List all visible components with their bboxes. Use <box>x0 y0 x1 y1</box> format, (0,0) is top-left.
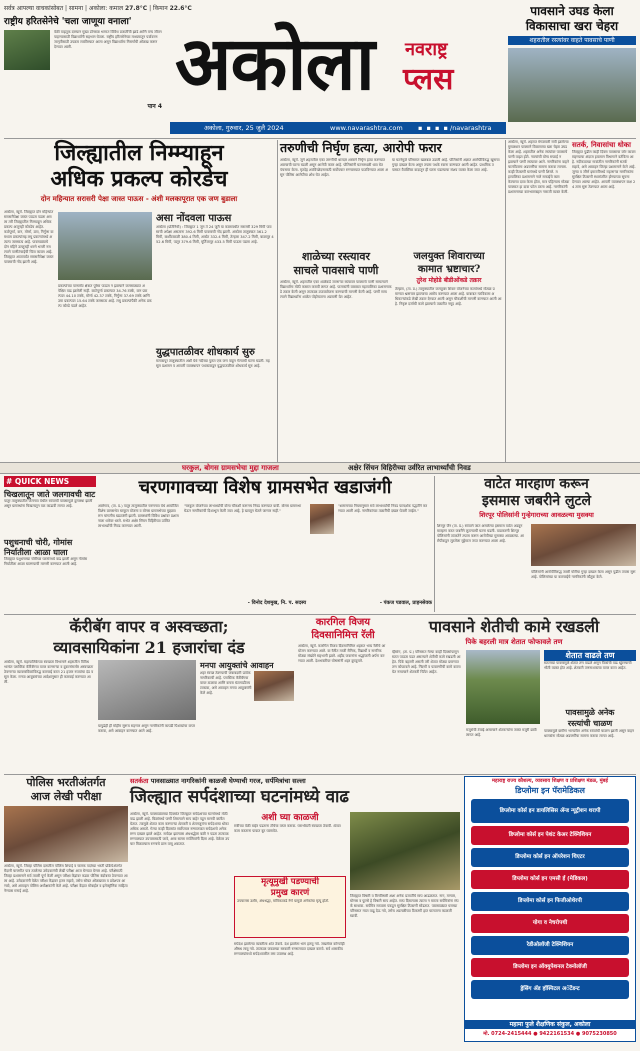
section-divider-3 <box>4 774 636 775</box>
snake-cause-title-2: प्रमुख कारणं <box>270 888 310 898</box>
snake-care-title: अशी घ्या काळजी <box>261 813 319 823</box>
right-teaser[interactable] <box>508 4 636 122</box>
snake-cause-title-1: मृत्यूमुखी पडण्याची <box>261 877 319 887</box>
gram-quote-2-author: - पंकज पडवाल, प्राहनसेवक <box>379 600 432 606</box>
strip-text-2: अक्षेर सिंचन विहिरीच्या उर्वरित लाभार्थ्यांची निवड <box>348 464 471 472</box>
commissioner-photo <box>254 671 294 701</box>
flood-box-body: जिल्ह्यात पुढील काही दिवस पावसाचा जोर कायम राहण्याचा अंदाज हवामान विभागाने वर्तविला आहे. नदीकाठच्या गावांतील नागरिकांनी सतर्क राहावे, असे आवाहन जिल्हा प्रशासनाने केले आहे. जुन्या व जीर्ण इमारतींमध्ये राहणाऱ्या नागरिकांना सुरक्षित ठिकाणी स्थलांतरित होण्याच्या सूचना देण्यात आल्या आहेत. आपत्ती व्यवस्थापन कक्ष 24 तास सुरू ठेवण्यात आला आहे. <box>572 150 636 189</box>
loot-body-col2: पोलिसांनी आरोपीविरुद्ध जबरी चोरीचा गुन्हा दाखल केला असून पुढील तपास सुरू आहे. पोलिसांच्या या कारवाईचे नागरिकांनी कौतुक केले. <box>531 570 636 579</box>
crime-body-col2: या घटनेमुळे परिसरात खळबळ उडाली आहे. पोलिसांनी अज्ञात आरोपीविरुद्ध खुनाचा गुन्हा दाखल केला असून तपास पथके रवाना करण्यात आली आहेत. प्राथमिक तपासात वैयक्तिक वादातून ही घटना घडल्याचा संशय व्यक्त केला जात आहे. <box>392 158 500 172</box>
water-body: तेल्हारा, (ता. प्र.) तालुक्यातील जलयुक्त शिवार योजनेच्या कामांमध्ये मोठ्या प्रमाणात भ्रष्टाचार झाल्याचा आरोप करण्यात आला आहे. याबाबत गटविकास अधिकाऱ्यांकडे लेखी तक्रार देण्यात आली असून चौकशीची मागणी करण्यात आली आहे. निकृष्ट दर्जाची कामे झाल्याचे तक्रारीत नमूद आहे. <box>395 287 502 306</box>
masthead-subtitle-bottom: प्लस <box>403 62 454 97</box>
flood-box <box>572 140 636 462</box>
gram-headline: चरणगावच्या विशेष ग्रामसभेत खडाजंगी <box>138 477 392 498</box>
top-bar-text: सर्वत्र आपल्या वाचकांसोबत | सामना | अकोला: कमाल <box>4 5 124 12</box>
gram-quote-1-text: "घरकुल योजनेच्या लाभार्थ्यांची योग्य चौकशी करूनच निवड करण्यात यावी. बोगस ग्रामसभा घेऊन नागरिकांची दिशाभूल केली जात आहे, हे खपवून घेतले जाणार नाही." <box>184 504 302 513</box>
instagram-icon[interactable]: ▪ <box>434 124 441 132</box>
lead-story[interactable] <box>4 140 274 462</box>
exam-headline-1: पोलिस भरतीअंतर्गत <box>26 776 106 789</box>
quick-news-body-1: पातूर तालुक्यातील जलगाव येथील रस्त्याची पावसामुळे दुरवस्था झाली असून ग्रामस्थांना चिखलातून वाट काढावी लागत आहे. <box>4 499 93 508</box>
exam-body: अकोला, ब्यूरो. जिल्हा पोलिस दलातील पोलिस शिपाई व चालक पदांच्या भरती प्रक्रियेअंतर्गत मैदानी चाचणीत पात्र ठरलेल्या उमेदवारांची लेखी परीक्षा आज घेण्यात येणार आहे. परीक्षेसाठी जिल्हा प्रशासनाने सर्व तयारी पूर्ण केली असून परीक्षा केंद्रांवर कडक पोलिस बंदोबस्त ठेवण्यात आला आहे. उमेदवारांनी वेळेत परीक्षा केंद्रावर हजर राहावे, तसेच सोबत ओळखपत्र व प्रवेशपत्र आणावे, असे आवाहन पोलिस अधीक्षकांनी केले आहे. परीक्षा केंद्रात मोबाईल व इलेक्ट्रॉनिक साहित्य नेण्यास मनाई आहे. <box>4 864 128 893</box>
lead-headline-1: जिल्ह्यातील निम्म्याहून <box>54 140 224 166</box>
ad-head-2: डिप्लोमा इन पॅरामेडिकल <box>515 786 585 795</box>
exam-headline-2: आज लेखी परीक्षा <box>30 790 102 803</box>
quick-news-body-2: जिल्ह्यात पशुधनाच्या चोरीच्या घटनांमध्ये वाढ झाली असून गोमांस निर्यातीला आळा घालण्याची मागणी करण्यात आली आहे. <box>4 557 88 566</box>
ad-course-item: डिप्लोमा कोर्स इन डायलिसिस ॲन्ड न्यूट्रीशन थरापी <box>471 799 629 823</box>
ad-course-item: योगा व नेचरोपथी <box>471 914 629 933</box>
dateline-bar <box>170 122 506 134</box>
loot-headline-1: वाटेत मारहाण करून <box>484 476 589 492</box>
ad-head-1: महाराष्ट्र राज्य कौशल्य, व्यवसाय शिक्षण व प्रशिक्षण मंडळ, मुंबई <box>492 778 608 784</box>
snake-body-col2: सर्पदंश झालेल्या व्यक्तीला शांत ठेवावे. दंश झालेला भाग हलवू नये. जखमेवर कोणतेही औषध लावू नये. तात्काळ जवळच्या सरकारी रुग्णालयात दाखल करावे. सर्व शासकीय रुग्णालयांमध्ये सर्पदंशावरील लस उपलब्ध आहे. <box>234 942 345 956</box>
rain-box-body: अकोला (प्रतिनिधी) : जिल्ह्यात 1 जून ते 24 जुलै या कालावधीत सरासरी 329 मिमी पावसाची अपेक्षा असताना 392.6 मिमी पावसाची नोंद झाली. अकोला तालुक्यात 361.2 मिमी, बार्शीटाकळी 380.4 मिमी, अकोट 332.4 मिमी, तेल्हारा 347.2 मिमी, बाळापूर 452.6 मिमी, पातूर 379.6 मिमी, मूर्तिजापूर 433.5 मिमी पाऊस पडला आहे. <box>156 225 274 244</box>
right-teaser-headline-1: पावसाने उघड केला <box>530 4 614 18</box>
ad-course-item: डिप्लोमा कोर्स इन ऑपरेशन थिएटर <box>471 848 629 867</box>
lead-headline-2: अधिक प्रकल्प कोरडेच <box>50 166 228 192</box>
lead-body-col2: प्रकल्पांच्या पाणलोट क्षेत्रात पुरेसा पाऊस न झाल्याने जलसाठ्यात अपेक्षित वाढ झालेली नाही. काटेपूर्णा प्रकल्पात 34.76 टक्के, वान प्रकल्पात 44.10 टक्के, मोर्णा 42.37 टक्के, निर्गुणा 37.69 टक्के आणि उमा प्रकल्पात 15.64 टक्के जलसाठा आहे. लघु प्रकल्पांपैकी अनेक प्रकल्प कोरडे पडले आहेत. <box>58 284 152 308</box>
ad-course-item: डिप्लोमा कोर्स इन फिजीओथेरपी <box>471 892 629 911</box>
loot-headline-2: इसमास जबरीने लुटले <box>481 493 592 509</box>
masthead <box>175 18 495 118</box>
kargil-story[interactable] <box>298 616 388 772</box>
exam-photo <box>4 806 128 862</box>
snake-care-body: रात्रीच्या वेळी बाहेर पडताना टॉर्चचा वापर करावा. घराभोवती स्वच्छता ठेवावी. शेतात काम करताना पायात बूट घालावेत. <box>234 824 341 833</box>
farm-side2-title-2: रस्त्यांची चाळण <box>567 718 613 728</box>
ad-course-item: ड्रेसिंग ॲड हॉस्पिटल अॅटेंडन्ट <box>471 980 629 999</box>
farm-side2-title-1: पावसामुळे अनेक <box>565 707 615 717</box>
search-box-title: युद्धपातळीवर शोधकार्य सुरु <box>156 347 255 358</box>
column-divider-right <box>505 140 506 462</box>
temp-min: 22.6°C <box>169 5 192 12</box>
ad-course-item: डिप्लोमा कोर्स इन एमसी ई (मेडिकल) <box>471 870 629 889</box>
carrybag-body-col2: यापुढेही ही मोहीम सुरूच राहणार असून नागरिकांनी कापडी पिशव्यांचा वापर करावा, असे आवाहन करण्यात आले आहे. <box>98 724 195 733</box>
quick-news-label <box>4 476 96 487</box>
gram-photo-1 <box>310 504 334 534</box>
farm-body-col2: मजुरांची टंचाई असल्याने शेतकऱ्यांना जास्त मजुरी द्यावी लागत आहे. <box>466 728 537 737</box>
snake-cause-box <box>234 876 346 938</box>
search-box-body: मलकापूर तालुक्यातील अंशी येथे नदीच्या पुरात एक जण वाहून गेल्याची घटना घडली. महसूल प्रशासन व आपत्ती व्यवस्थापन पथकाकडून युद्धपातळीवर शोधकार्य सुरु आहे. <box>156 359 270 368</box>
rain-box <box>156 212 274 342</box>
gram-quote-1 <box>184 504 306 612</box>
farm-headline: पावसाने शेतीची कामे रखडली <box>428 617 600 636</box>
left-teaser-body: वेळी वाहतूक दरम्यान मुख्य डोंगराळ भागात विविध प्रजातींची झाडे आणि वन्य जीवन पाहण्यासाठी विद्यार्थ्यांनी सहभाग घेतला. राष्ट्रीय हरितसेनेच्या माध्यमातून पर्यावरण जागृतीसाठी उपक्रम राबविण्यात आला असून विद्यार्थ्यांना निसर्गाची ओळख करून देण्यात आली. <box>54 30 162 49</box>
left-teaser-page: पान 4 <box>147 103 162 110</box>
snake-tag-row <box>130 776 460 786</box>
quick-news-item-2[interactable]: पशुधनाची चोरी, गोमांस निर्यातीला आळा घाला <box>4 537 73 557</box>
school-headline-2: साचले पावसाचे पाणी <box>293 264 379 277</box>
right-teaser-photo <box>508 48 636 122</box>
farm-side-title: शेतात वाढले तण <box>544 650 636 661</box>
farm-body-col1: म्हैसांग, (ता. प्र.) परिसरात गेल्या काही दिवसांपासून सतत पाऊस पडत असल्याने शेतीची कामे रखडली आहेत. पिके बहरली असली तरी शेतात मोठ्या प्रमाणात तण फोफावले आहे. निंदणी व फवारणीची कामे करता येत नसल्याने शेतकरी चिंतेत आहेत. <box>392 650 461 674</box>
section-divider-2 <box>4 614 636 615</box>
carrybag-body-col1: अकोला, ब्यूरो. महापालिकेच्या स्वच्छता विभागाने शहरातील विविध भागांत प्लास्टिक कॅरीबॅगचा वापर करणाऱ्या व दुकानांसमोर अस्वच्छता ठेवणाऱ्या व्यावसायिकांविरुद्ध कारवाई करत 21 हजार रुपयांचा दंड वसूल केला. मनपा आयुक्तांच्या आदेशानुसार ही कारवाई करण्यात आली. <box>4 660 94 684</box>
carrybag-box-body: शहर स्वच्छ ठेवण्याची जबाबदारी प्रत्येक नागरिकाची आहे. प्लास्टिक कॅरीबॅगचा वापर टाळावा आणि कचरा घंटागाडीतच टाकावा, असे आवाहन मनपा आयुक्तांनी केले आहे. <box>200 671 252 695</box>
hash-icon: # <box>6 477 13 486</box>
left-teaser-headline: राष्ट्रीय हरितसेनेचे 'चला जाणूया वनाला' <box>4 17 132 27</box>
kargil-headline-1: कारगिल विजय <box>315 617 371 628</box>
ad-course-item: डिप्लोमा इन ऑक्युपेशनल टेक्नोलॉजी <box>471 958 629 977</box>
ad-footer: महामा फुले शैक्षणिक संकुल, अकोला <box>465 1020 635 1029</box>
youtube-icon[interactable]: ▪ <box>443 124 449 132</box>
masthead-subtitle-top: नवराष्ट्र <box>405 39 448 60</box>
twitter-icon[interactable]: ▪ <box>418 124 424 132</box>
snake-care-box <box>234 812 346 872</box>
exam-story[interactable] <box>4 776 128 1042</box>
snake-story[interactable] <box>130 776 460 1042</box>
temp-max: 27.8°C <box>124 5 148 12</box>
gram-quote-2-text: "शासनाच्या नियमानुसार सर्व लाभार्थ्यांची निवड पारदर्शक पद्धतीने करण्यात आली आहे. नागरिकांच्या तक्रारींची दखल घेतली जाईल." <box>338 504 428 513</box>
quick-news[interactable] <box>4 476 96 612</box>
facebook-icon[interactable]: ▪ <box>426 124 432 132</box>
right-teaser-subhead: शहरातील रस्त्यांवर वाहते पावसाचे पाणी <box>508 36 636 45</box>
kargil-body: अकोला, ब्यूरो. कारगिल विजय दिवसानिमित्त शहरात भव्य रॅलीचे आयोजन करण्यात आले. या रॅलीत माजी सैनिक, विद्यार्थी व नागरिक मोठ्या संख्येने सहभागी झाले. शहीद जवानांना श्रद्धांजली अर्पण करण्यात आली. देशभक्तीपर घोषणांनी शहर दुमदुमले. <box>298 644 386 663</box>
gram-story[interactable] <box>98 476 432 612</box>
farm-photo <box>466 650 540 724</box>
school-story[interactable] <box>280 250 392 420</box>
water-headline-2: कामात भ्रष्टाचार? <box>417 264 481 275</box>
top-info-bar <box>4 4 264 14</box>
rain-box-title: असा नोंदवला पाऊस <box>156 213 232 224</box>
water-story[interactable] <box>395 250 503 420</box>
loot-story[interactable] <box>437 476 636 612</box>
farm-side-body: सततच्या पावसामुळे शेतात तण वाढले असून पिकांची वाढ खुंटण्याची भीती व्यक्त होत आहे. शेतकरी तणनाशकाचा वापर करत आहेत. <box>544 661 632 670</box>
ad-course-item: रेडीओलॉजी टेक्निशियन <box>471 936 629 955</box>
right-teaser-headline-2: विकासाचा खरा चेहरा <box>525 19 619 33</box>
water-subhead: तुरेश मोहोडे बीडीओंकडे तक्रार <box>416 277 482 284</box>
social-handle[interactable]: /navarashtra <box>450 124 492 132</box>
carrybag-headline-2: व्यावसायिकांना 21 हजारांचा दंड <box>53 638 245 657</box>
temp-sep: | किमान <box>149 5 168 12</box>
kargil-headline-2: दिवसानिमित्त रॅली <box>311 630 375 641</box>
social-icons[interactable] <box>418 122 449 134</box>
farm-subhead: पिके बहरली मात्र शेतात फोफावले तण <box>465 638 563 646</box>
gram-body-col1: आलेगाव, (ता. प्र.) पातूर तालुक्यातील चरणगाव येथे आयोजित विशेष ग्रामसभेत घरकुल योजना व बोगस ग्रामसभेच्या मुद्द्यावरून चांगलीच खडाजंगी झाली. ग्रामस्थांनी विविध प्रश्नांवर प्रशासनाला धारेवर धरले. सभेत अक्षेर सिंचन विहिरीच्या उर्वरित लाभार्थ्यांची निवड करण्यात आली. <box>98 504 179 528</box>
website-link[interactable]: www.navarashtra.com <box>330 124 403 132</box>
gram-quote-1-author: - विनोद देशमुख, नि. प. सदस्य <box>247 600 306 606</box>
carrybag-photo <box>98 660 196 720</box>
search-box <box>156 346 274 460</box>
ad-course-item: डिप्लोमा कोर्स इन पेशंट केअर टेक्निशियन <box>471 826 629 845</box>
snake-tag-note: पावसाळ्यात नागरिकांनी काळजी घेण्याची गरज, सर्पमित्रांचा सल्ला <box>150 777 306 785</box>
dateline: अकोला, गुरुवार, 25 जुलै 2024 <box>204 124 284 132</box>
masthead-divider <box>4 138 636 139</box>
quick-news-label-text: QUICK NEWS <box>14 477 70 486</box>
left-teaser[interactable] <box>4 16 164 112</box>
crime-story[interactable] <box>280 140 502 248</box>
snake-headline: जिल्ह्यात सर्पदंशाच्या घटनांमध्ये वाढ <box>130 787 350 807</box>
snake-cause-body: उपचारास उशीर, अंधश्रद्धा, मांत्रिकाकडे नेणे यामुळे अनेकांचा मृत्यू होतो. <box>237 899 330 903</box>
school-body: अकोला, ब्यूरो. शहरातील एका शाळेकडे जाणाऱ्या रस्त्यावर पावसाचे पाणी साचल्याने विद्यार्थ्यांना मोठी कसरत करावी लागत आहे. पालकांनी याबाबत महापालिका प्रशासनाकडे तक्रार केली असून तात्काळ उपाययोजना करण्याची मागणी केली आहे. पाणी साचल्याने विद्यार्थ्यांना शाळेत पोहोचताना अडचणी येत आहेत. <box>280 280 392 299</box>
snake-body-col1: अकोला, ब्यूरो. पावसाळ्याच्या दिवसांत जिल्ह्यात सर्पदंशाच्या घटनांमध्ये मोठी वाढ झाली आहे. बिळांमध्ये पाणी शिरल्याने साप बाहेर पडून मानवी वस्तीत येतात. त्यामुळे शेतात काम करणाऱ्या शेतकरी व शेतमजुरांना सर्पदंशाचा धोका अधिक असतो. गेल्या काही दिवसांत सर्वोपचार रुग्णालयात सर्पदंशाचे अनेक रुग्ण दाखल झाले आहेत. सर्पदंश झाल्यास अंधश्रद्धेला बळी न पडता तात्काळ रुग्णालयात उपचारासाठी जावे, असा सल्ला सर्पमित्रांनी दिला आहे. वेळेवर उपचार मिळाल्यास रुग्णाचे प्राण वाचू शकतात. <box>130 812 230 846</box>
strip-text: घरकुल, बोगस ग्रामसभेचा मुद्दा गाजला <box>182 464 279 472</box>
gram-quote-2 <box>338 504 432 612</box>
lead-kicker: दोन महिन्यात सरासरी पेक्षा जास्त पाऊस - अंशी मलकापूरात एक जण बुडाला <box>40 195 238 203</box>
loot-subhead: शिरपूर पोलिसांनी गुन्हेगाराच्या आवळल्या मुसक्या <box>479 511 594 519</box>
college-ad[interactable] <box>464 776 636 1042</box>
snake-tag: सतर्कता <box>130 777 149 785</box>
snake-photo <box>350 812 460 890</box>
quick-news-item-1[interactable]: चिखलातून जाते जलगावची वाट <box>4 489 96 499</box>
farm-side2-body: पावसामुळे ग्रामीण भागातील अनेक रस्त्यांची चाळण झाली असून वाहनधारकांना मोठ्या अडचणींचा सामना करावा लागत आहे. <box>544 729 635 738</box>
loot-photo <box>531 524 636 566</box>
water-headline-1: जलयुक्त शिवाराच्या <box>413 251 485 262</box>
ad-phone[interactable]: मो. 0724-2415444 ● 9422161534 ● 9075230850 <box>483 1031 617 1037</box>
masthead-title: अकोला <box>175 21 374 107</box>
school-headline-1: शाळेच्या रस्त्यावर <box>302 250 370 263</box>
flood-column[interactable] <box>508 140 636 462</box>
flood-box-title: सतर्क, निवासांचा धोका <box>572 140 631 149</box>
loot-body-col1: शिरपूर जैन (ता. प्र.) रस्त्याने जात असलेल्या इसमास वाटेत अडवून मारहाण करत जबरीने लुटल्याची घटना घडली. याप्रकरणी शिरपूर पोलिसांनी तत्परतेने तपास करून आरोपीच्या मुसक्या आवळल्या. आरोपीकडून लुटलेला मुद्देमाल जप्त करण्यात आला आहे. <box>437 524 524 543</box>
farm-story[interactable] <box>392 616 636 772</box>
column-divider-loot <box>434 476 435 612</box>
lead-photo <box>58 212 152 280</box>
flood-body-col1: अकोला, ब्यूरो. शहरात मंगळवारी रात्री झालेल्या मुसळधार पावसाने विकासाचा खरा चेहरा उघड केला आहे. शहरातील अनेक रस्त्यांवर पावसाचे पाणी वाहत होते. नाल्यांची योग्य सफाई न झाल्याने पाणी रस्त्यावर आले. नागरिकांना वाहने चालविताना अडचणींचा सामना करावा लागला. काही ठिकाणी घरांमध्ये पाणी शिरले. महापालिका प्रशासनाने नाले सफाईचे काम केल्याचा दावा केला होता, मात्र पहिल्याच मोठ्या पावसात हा दावा फोल ठरला आहे. नागरिकांनी प्रशासनाच्या कारभाराबद्दल नाराजी व्यक्त केली. <box>508 140 570 194</box>
carrybag-headline-1: कॅरीबॅग वापर व अस्वच्छता; <box>69 617 229 636</box>
news-strip <box>0 462 640 474</box>
crime-headline: तरुणीची निर्घृण हत्या, आरोपी फरार <box>280 140 442 155</box>
ad-course-list <box>465 799 635 999</box>
carrybag-story[interactable] <box>4 616 294 772</box>
farm-side <box>544 650 636 772</box>
carrybag-box-title: मनपा आयुक्तांचे आवाहन <box>200 660 274 670</box>
snake-body-col3: जिल्ह्यात विषारी व बिनविषारी अशा अनेक प्रजातींचे साप आढळतात. नाग, मण्यार, घोणस व फुरसे हे विषारी साप आहेत. साप दिसल्यास त्याला न मारता सर्पमित्रांना संपर्क साधावा. सर्पमित्र सापाला पकडून सुरक्षित ठिकाणी सोडतात. पावसाळ्यात घराच्या परिसरात गवत वाढू देऊ नये, तसेच अडगळीच्या ठिकाणी हात घालताना काळजी घ्यावी. <box>350 894 459 918</box>
lead-body-col1: अकोला, ब्यूरो. जिल्ह्यात दोन महिन्यांत सरासरीपेक्षा जास्त पाऊस पडला असला तरी जिल्ह्यातील निम्म्याहून अधिक प्रकल्प अजूनही कोरडेच आहेत. काटेपूर्णा, वान, मोर्णा, उमा, निर्गुणा या मध्यम प्रकल्पांसह लघु प्रकल्पांमध्ये अत्यल्प जलसाठा आहे. पावसाळ्याचे दोन महिने उलटूनही धरणे भरली नसल्याने पाणीटंचाईची चिंता कायम आहे. जिल्ह्यात आतापर्यंत सरासरीपेक्षा जास्त पावसाची नोंद झाली आहे. <box>4 210 54 264</box>
crime-body-col1: अकोला, ब्यूरो. जुने शहरातील एका तरुणीची धारदार शस्त्राने निर्घृण हत्या करण्यात आल्याची घटना घडली असून आरोपी फरार आहे. पोलिसांनी घटनास्थळी धाव घेत पंचनामा केला. मृतदेह शवविच्छेदनासाठी सर्वोपचार रुग्णालयात पाठविण्यात आला असून पोलिस आरोपीचा शोध घेत आहेत. <box>280 158 388 177</box>
left-teaser-photo <box>4 30 50 70</box>
carrybag-box <box>200 660 294 772</box>
column-divider <box>277 140 278 462</box>
